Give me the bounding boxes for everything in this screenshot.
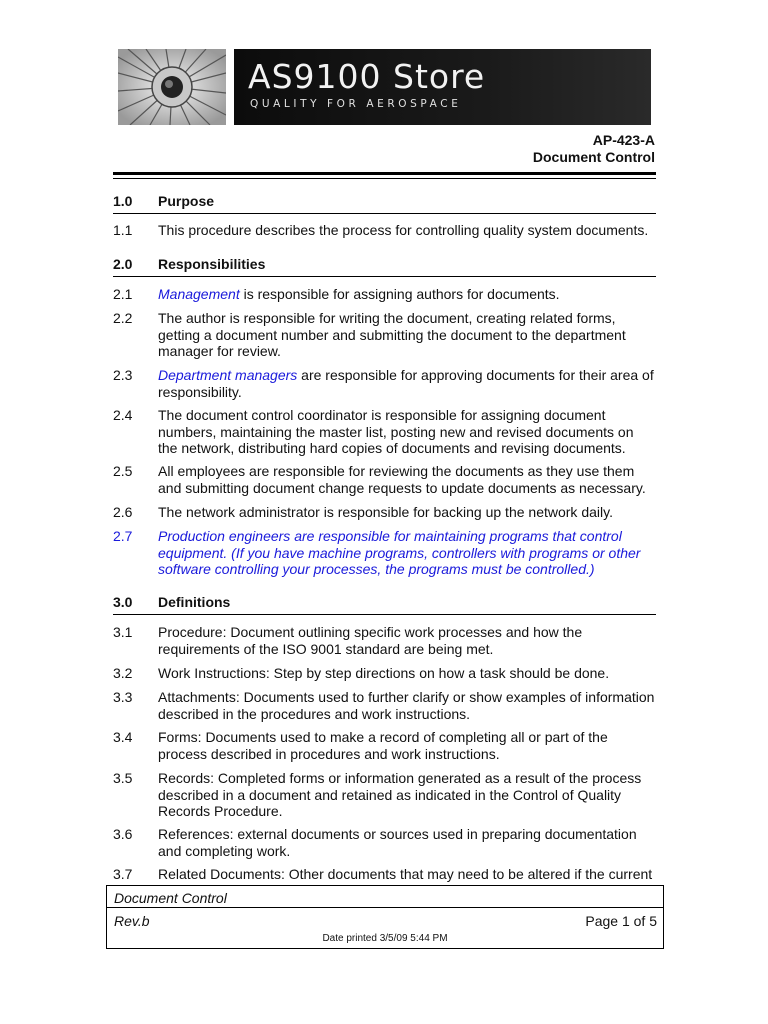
document-identifier [533, 132, 655, 166]
list-item [113, 689, 656, 722]
footer-revision: Rev.b [114, 913, 150, 929]
item-number: 3.2 [113, 665, 133, 681]
list-item [113, 770, 656, 820]
section-title: Definitions [158, 594, 231, 610]
section-heading [113, 256, 656, 277]
list-item [113, 222, 656, 239]
item-text: This procedure describes the process for controlling quality system documents. [158, 222, 649, 238]
item-number: 3.5 [113, 770, 133, 786]
list-item [113, 367, 656, 400]
footer-doc-title: Document Control [114, 890, 227, 906]
item-number: 3.1 [113, 624, 133, 640]
list-item [113, 407, 656, 457]
turbine-logo-icon [118, 49, 226, 125]
section-number: 1.0 [113, 193, 133, 209]
item-number: 1.1 [113, 222, 133, 238]
item-text: Records: Completed forms or information generated as a result of the process described in a document and retained as indicated in the Control of Quality Records Procedure. [158, 770, 642, 819]
item-text: Related Documents: Other documents that may need to be altered if the current [158, 866, 653, 882]
list-item [113, 826, 656, 859]
page-footer [106, 885, 664, 949]
item-text: Procedure: Document outlining specific work processes and how the requirements of the ISO 9001 standard are being met. [158, 624, 583, 657]
list-item [113, 729, 656, 762]
item-text: References: external documents or sources used in preparing documentation and completing work. [158, 826, 637, 859]
item-text: Work Instructions: Step by step directions on how a task should be done. [158, 665, 610, 681]
item-number: 2.7 [113, 528, 133, 544]
header-divider [113, 172, 656, 175]
item-number: 3.4 [113, 729, 133, 745]
section-number: 3.0 [113, 594, 133, 610]
brand-name: AS9100 Store [248, 57, 486, 96]
item-text: The document control coordinator is responsible for assigning document numbers, maintaining the master list, posting new and revised documents on the network, distributing hard copies of documents and revising documents. [158, 407, 634, 456]
page-number: Page 1 of 5 [585, 913, 657, 929]
item-number: 2.1 [113, 286, 133, 302]
doc-number: AP-423-A [592, 132, 655, 148]
doc-title: Document Control [532, 149, 655, 165]
list-item [113, 310, 656, 360]
item-text: Attachments: Documents used to further clarify or show examples of information described in the procedures and work instructions. [158, 689, 655, 722]
list-item [113, 866, 656, 883]
list-item [113, 665, 656, 682]
section-title: Purpose [158, 193, 215, 209]
list-item [113, 463, 656, 496]
header-divider-thin [113, 178, 656, 179]
footer-divider [107, 907, 663, 908]
item-text: is responsible for assigning authors for documents. [239, 286, 560, 302]
brand-panel [234, 49, 651, 125]
item-text: are responsible for approving documents for their area of responsibility. [158, 367, 654, 400]
list-item [113, 624, 656, 657]
section-title: Responsibilities [158, 256, 266, 272]
item-number: 3.7 [113, 866, 133, 882]
item-number: 2.6 [113, 504, 133, 520]
section-heading [113, 193, 656, 214]
item-text: All employees are responsible for reviewing the documents as they use them and submitting document change requests to update documents as necessary. [158, 463, 646, 496]
header-banner [118, 49, 651, 125]
item-emphasis: Department managers [158, 367, 298, 383]
section-number: 2.0 [113, 256, 133, 272]
item-text: The author is responsible for writing the document, creating related forms, getting a document number and submitting the document to the department manager for review. [158, 310, 626, 359]
date-printed: Date printed 3/5/09 5:44 PM [322, 933, 448, 944]
list-item [113, 528, 656, 578]
item-text: The network administrator is responsible for backing up the network daily. [158, 504, 613, 520]
item-text: Forms: Documents used to make a record of completing all or part of the process described in procedures and work instructions. [158, 729, 608, 762]
item-number: 3.3 [113, 689, 133, 705]
item-number: 3.6 [113, 826, 133, 842]
section-heading [113, 594, 656, 615]
item-number: 2.4 [113, 407, 133, 423]
item-text: Production engineers are responsible for maintaining programs that control equipment. (If you have machine programs, controllers with programs or other software controlling your processes, the programs must be controlled.) [158, 528, 641, 577]
item-number: 2.2 [113, 310, 133, 326]
item-number: 2.3 [113, 367, 133, 383]
list-item [113, 504, 656, 521]
item-emphasis: Management [158, 286, 240, 302]
item-number: 2.5 [113, 463, 133, 479]
list-item [113, 286, 656, 303]
brand-tagline: QUALITY FOR AEROSPACE [250, 98, 462, 110]
